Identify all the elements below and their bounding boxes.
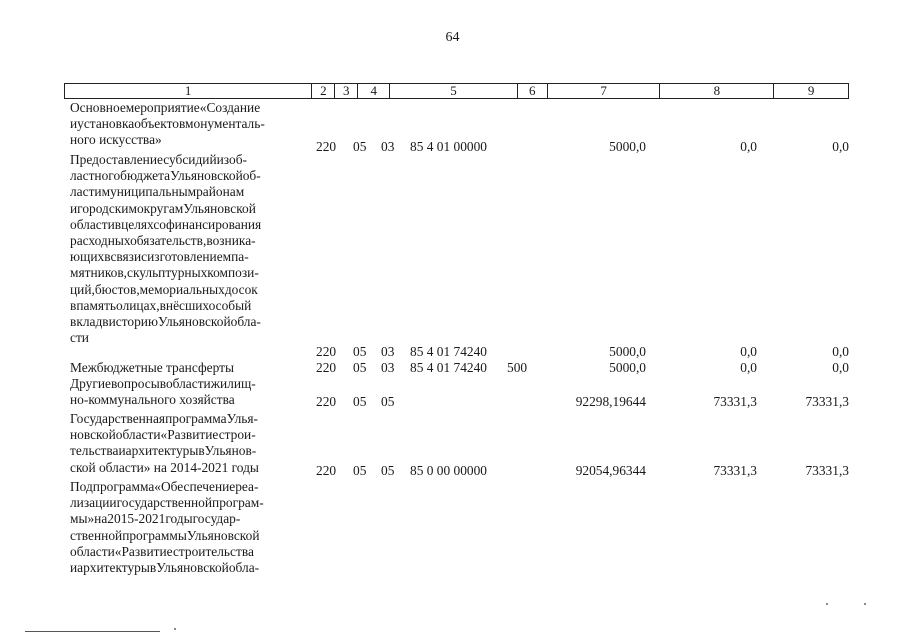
desc-word: в [104, 249, 111, 265]
desc-word: районам [196, 184, 245, 200]
desc-word: Улья- [226, 411, 258, 426]
header-col-5: 5 [390, 84, 518, 98]
desc-word: на [94, 511, 108, 527]
desc-word: мятников, [70, 265, 128, 281]
header-col-8: 8 [660, 84, 774, 98]
cell-value-8: 73331,3 [713, 463, 757, 478]
page-number: 64 [445, 30, 460, 45]
desc-word: в [102, 314, 109, 330]
desc-word: установка [77, 116, 135, 132]
cell-value-7: 5000,0 [609, 344, 646, 359]
desc-line: ного искусства» [70, 132, 162, 148]
desc-word: об- [229, 152, 247, 167]
desc-line [70, 314, 306, 330]
cell-value-9: 0,0 [832, 360, 849, 375]
desc-line [70, 544, 306, 560]
desc-word: в [149, 560, 157, 576]
cell-ministry: 220 [316, 394, 337, 409]
header-col-1: 1 [65, 84, 312, 98]
desc-word: Государственная [70, 411, 166, 426]
desc-word: программа [165, 411, 227, 426]
footer-rule [25, 631, 160, 632]
desc-word: жилищ- [210, 376, 256, 391]
desc-word: архитектуры [125, 443, 199, 459]
desc-word: ласти [70, 184, 102, 200]
cell-value-8: 0,0 [740, 344, 757, 359]
desc-word: о [116, 297, 123, 313]
desc-word: Ульяновской [157, 314, 231, 330]
cell-ministry: 220 [316, 344, 337, 359]
cell-section: 05 [353, 463, 367, 478]
desc-word: ластного [70, 168, 121, 184]
desc-word: внёсших [159, 297, 209, 313]
row-description [70, 376, 306, 408]
desc-word: Основное [70, 100, 126, 115]
desc-word: обязательств, [130, 233, 207, 249]
desc-line [70, 233, 306, 249]
cell-ministry: 220 [316, 463, 337, 478]
desc-line [70, 152, 306, 168]
cell-value-8: 0,0 [740, 360, 757, 375]
cell-subsection: 03 [381, 139, 395, 154]
desc-word: в [159, 376, 166, 391]
cell-value-9: 73331,3 [805, 394, 849, 409]
desc-line [70, 298, 306, 314]
desc-word: строительства [172, 543, 254, 559]
header-col-4: 4 [358, 84, 390, 98]
cell-target: 85 4 01 74240 [410, 360, 487, 375]
cell-target: 85 4 01 74240 [410, 344, 487, 359]
desc-word: области [70, 216, 115, 232]
row-description [70, 100, 306, 149]
desc-word: строи- [218, 427, 256, 443]
desc-word: софинансирования [153, 216, 262, 232]
desc-word: Подпрограмма [70, 479, 155, 494]
desc-line [70, 427, 306, 443]
desc-word: области [115, 427, 161, 443]
table-header [64, 83, 849, 99]
desc-word: 2015-2021 [107, 511, 166, 527]
desc-word: Ульянов- [204, 443, 257, 459]
desc-word: округам [136, 200, 184, 216]
row-description [70, 152, 306, 346]
desc-word: мы» [70, 511, 95, 527]
cell-section: 05 [353, 360, 367, 375]
desc-word: бюстов, [94, 281, 140, 297]
desc-word: городским [77, 200, 137, 216]
desc-word: из [216, 152, 230, 167]
desc-line [70, 511, 306, 527]
desc-line [70, 411, 306, 427]
desc-word: муниципальным [101, 184, 197, 200]
desc-line [70, 495, 306, 511]
cell-value-8: 0,0 [740, 139, 757, 154]
desc-line: Межбюджетные трансферты [70, 360, 234, 375]
cell-subsection: 05 [381, 394, 395, 409]
cell-value-7: 5000,0 [609, 360, 646, 375]
desc-line [70, 184, 306, 200]
desc-line [70, 100, 306, 116]
desc-word: историю [108, 314, 158, 330]
desc-line [70, 249, 306, 265]
desc-word: расходных [70, 233, 131, 249]
row-description [70, 411, 306, 476]
desc-word: па- [231, 249, 249, 265]
cell-ministry: 220 [316, 139, 337, 154]
desc-word: ющих [70, 249, 105, 265]
desc-word: програм- [212, 495, 264, 511]
desc-word: вопросы [110, 376, 160, 391]
row-description [70, 479, 306, 576]
desc-word: области [70, 543, 115, 559]
desc-line [70, 528, 306, 544]
desc-word: досок [224, 281, 258, 297]
cell-section: 05 [353, 394, 367, 409]
desc-word: компози- [207, 265, 259, 281]
desc-word: скульптурных [127, 265, 208, 281]
cell-target: 85 0 00 00000 [410, 463, 487, 478]
cell-value-8: 73331,3 [713, 394, 757, 409]
scan-speck [864, 603, 866, 605]
desc-word: годы [165, 511, 193, 527]
desc-word: возника- [206, 233, 256, 249]
desc-line: сти [70, 330, 89, 346]
desc-word: лизации [70, 495, 117, 511]
desc-line [70, 282, 306, 298]
cell-subsection: 03 [381, 360, 395, 375]
header-col-2: 2 [312, 84, 335, 98]
desc-word: мероприятие [125, 100, 200, 115]
cell-value-9: 0,0 [832, 139, 849, 154]
cell-ministry: 220 [316, 360, 337, 375]
desc-word: реа- [235, 479, 259, 494]
desc-line: но-коммунального хозяйства [70, 392, 235, 408]
desc-word: об- [242, 168, 261, 184]
desc-word: «Обеспечение [154, 479, 236, 494]
desc-line [70, 560, 306, 576]
desc-line [70, 168, 306, 184]
desc-word: бюджета [120, 168, 171, 184]
desc-word: вклад [70, 314, 103, 330]
header-col-6: 6 [518, 84, 548, 98]
desc-word: монументаль- [185, 116, 265, 132]
desc-word: «Развитие [160, 427, 219, 443]
desc-word: связи [110, 249, 142, 265]
desc-word: архитектуры [77, 560, 150, 576]
desc-word: обла- [230, 314, 261, 330]
desc-word: в [198, 443, 205, 459]
desc-word: и [70, 560, 78, 576]
cell-type: 500 [507, 360, 528, 375]
desc-word: «Создание [199, 100, 261, 115]
cell-value-7: 92054,96344 [575, 463, 646, 478]
desc-word: ственной [70, 527, 123, 543]
desc-word: субсидий [163, 152, 217, 167]
desc-word: новской [70, 427, 116, 443]
desc-word: с [141, 249, 148, 265]
cell-value-7: 5000,0 [609, 139, 646, 154]
desc-word: Ульяновской [170, 168, 243, 184]
desc-line [70, 443, 306, 459]
desc-word: и [70, 116, 78, 132]
desc-line [70, 201, 306, 217]
desc-word: особый [208, 297, 252, 313]
desc-word: тельства [70, 443, 119, 459]
desc-word: в [114, 216, 122, 232]
desc-word: лицах, [122, 297, 160, 313]
desc-line [70, 376, 306, 392]
desc-line [70, 265, 306, 281]
desc-line [70, 116, 306, 132]
header-col-9: 9 [807, 83, 815, 98]
desc-word: ций, [70, 281, 95, 297]
desc-word: государственной [116, 495, 213, 511]
desc-word: Ульяновской [156, 560, 229, 576]
desc-word: изготовлением [147, 249, 232, 265]
header-col-3: 3 [335, 84, 358, 98]
cell-value-9: 73331,3 [805, 463, 849, 478]
desc-word: память [76, 297, 117, 313]
desc-word: мемориальных [139, 281, 225, 297]
cell-section: 05 [353, 344, 367, 359]
header-col-7: 7 [548, 84, 661, 98]
desc-word: Предоставление [70, 152, 164, 167]
cell-value-9: 0,0 [832, 344, 849, 359]
desc-word: обла- [228, 560, 260, 576]
desc-word: в [70, 297, 77, 313]
desc-line [70, 479, 306, 495]
row-description [70, 360, 306, 376]
cell-value-7: 92298,19644 [575, 394, 646, 409]
scan-speck [826, 603, 828, 605]
desc-line: ской области» на 2014-2021 годы [70, 459, 259, 475]
desc-word: и [70, 200, 78, 216]
cell-subsection: 05 [381, 463, 395, 478]
desc-word: объектов [134, 116, 186, 132]
desc-word: целях [121, 216, 154, 232]
desc-word: и [118, 443, 126, 459]
scan-speck [174, 628, 176, 630]
cell-target: 85 4 01 00000 [410, 139, 487, 154]
desc-word: области [165, 376, 211, 391]
desc-word: Ульяновской [183, 200, 256, 216]
desc-word: государ- [192, 511, 241, 527]
desc-word: Другие [70, 376, 111, 391]
desc-word: программы [122, 527, 187, 543]
cell-section: 05 [353, 139, 367, 154]
cell-subsection: 03 [381, 344, 395, 359]
desc-word: «Развитие [114, 543, 173, 559]
desc-word: Ульяновской [186, 527, 260, 543]
desc-line [70, 217, 306, 233]
